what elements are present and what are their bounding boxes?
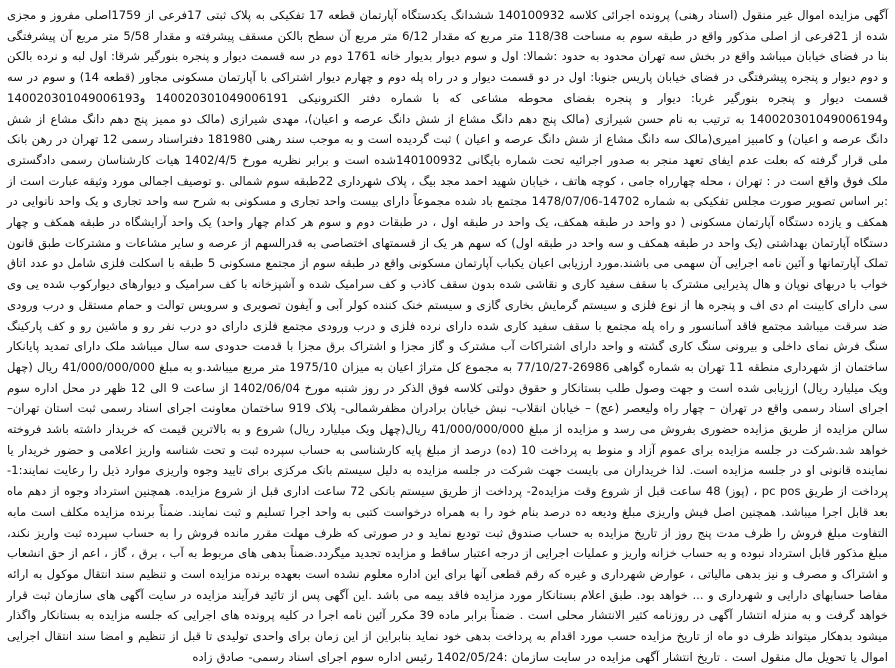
auction-notice-text: آگهی مزایده اموال غیر منقول (اسناد رهنی) پرونده اجرائی کلاسه 140100932 ششدانگ یکدستگاه آپارتمان قطعه 17 تفکیکی به پلاک ثبتی 17فرعی از 1759اصلی مفروز و مجزی شده از 21فرعی از اصلی مذکور واقع در طبقه سوم به مساحت 118/38 متر مربع که مقدار 6/12 متر مربع آن سطح بالکن مسقف پیشرفته و مقدار 5/58 متر مربع آن پیشرفتگی بنا در فضای خیابان میباشد واقع در بخش سه تهران محدود به حدود :شمالا: اول و سوم دیوار بدیوار خانه 1761 دوم در سه قسمت دیوار و پنجره بنورگیر شرقا: اول لبه و نرده بالکن و دوم دیوار و پنجره پیشرفتگی در فضای خیابان پاریس جنوبا: اول در دو قسمت دیوار و در راه پله دوم و چهارم دیوار اشتراکی با آپارتمان مسکونی مجاور (قطعه 14) و سوم در سه قسمت دیوار و پنجره بنورگیر غربا: دیوار و پنجره بفضای محوطه مشاعی که با شماره دفتر الکترونیکی 140020301049006191 و140020301049006193 و140020301049006194 به ترتیب به نام حسن شیرازی (مالک پنج دهم دانگ مشاع از شش دانگ عرصه و اعیان)، مهدی شیرازی (مالک دو ممیز پنج دهم دانگ مشاع از شش دانگ عرصه و اعیان) و کامبیز امیری(مالک سه دانگ مشاع از شش دانگ عرصه و اعیان ) ثبت گردیده است و به موجب سند رهنی 181980 دفتراسناد رسمی 12 تهران در رهن بانک ملی قرار گرفته که بعلت عدم ایفای تعهد منجر به صدور اجرائیه تحت شماره بایگانی 140100932شده است و برابر نظریه مورخ 1402/4/5 هیات کارشناسان رسمی دادگستری ملک فوق واقع است در : تهران ، محله چهارراه جامی ، کوچه هاتف ، خیابان شهید احمد مجد بیگ ، پلاک شهرداری 22طبقه سوم شمالی .و توصیف اجمالی مورد وثیقه عبارت است از :بر اساس تصویر صورت مجلس تفکیکی به شماره 14702-1478/07/06 مجتمع باد شده مجموعاً دارای بیست واحد تجاری و مسکونی به شرح سه واحد تجاری و یک واحد نانوایی در همکف و یازده دستگاه آپارتمان مسکونی ( دو واحد در طبقه همکف، یک واحد در طبقه اول ، در طبقات دوم و سوم هر کدام چهار واحد) یک واحد آرایشگاه در طبقه همکف و چهار دستگاه آپارتمان بهداشتی (یک واحد در طبقه همکف و سه واحد در طبقه اول) که سهم هر یک از قسمتهای اختصاصی به قدرالسهم از عرصه و سایر مشاعات و مشترکات طبق قانون تملک آپارتمانها و آئین نامه اجرایی آن سهمی می باشند.مورد ارزیابی اعیان یکباب آپارتمان مسکونی واقع در طبقه سوم از مجتمع مسکونی 5 طبقه با اسکلت فلزی شامل دو عدد اتاق خواب با دربهای نوپان و هال پذیرایی مشترک با سقف سفید کاری و نقاشی شده بدون سقف کاذب و کف سرامیک شده و آشپزخانه با کف سرامیک و دیوارهای دیوارکوب شده یی وی سی دارای کابینت ام دی اف و پنجره ها از نوع فلزی و سیستم گرمایش بخاری گازی و سیستم خنک کننده کولر آبی و آیفون تصویری و سرویس توالت و حمام مستقل و درب ورودی ضد سرقت میباشد مجتمع فاقد آسانسور و راه پله مجتمع با سقف سفید کاری شده دارای نرده فلزی و درب ورودی مجتمع فلزی دارای دو درب نفر رو و ماشین رو و کف پارکینگ سنگ فرش نمای داخلی و بیرونی سنگ کاری گشته و واحد دارای اشتراکات آب مشترک و گاز مجزا و اشتراک برق مجزا با قدمت حدودی سه سال میباشد ملک دارای تمدید پایانکار ساختمان از شهرداری منطقه 11 تهران به شماره گواهی 26986-77/10/27 به مجموع کل متراژ اعیان به میزان 1975/10 متر مربع میباشد.و به مبلغ 41/000/000/000 ریال (چهل ویک میلیارد ریال) ارزیابی شده است و جهت وصول طلب بستانکار و حقوق دولتی کلاسه فوق الذکر در روز شنبه مورخ 1402/06/04 از ساعت 9 الی 12 ظهر در محل اداره سوم اجرای اسناد رسمی واقع در تهران – چهار راه ولیعصر (عج) – خیابان انقلاب- نبش خیابان برادران مظفرشمالی- پلاک 919 ساختمان معاونت اجرای اسناد رسمی ثبت استان تهران– سالن مزایده از طریق مزایده حضوری بفروش می رسد و مزایده از مبلغ 41/000/000/000 ریال(چهل ویک میلیارد ریال) شروع و به بالاترین قیمت که خریدار داشته باشد فروخته خواهد شد.شرکت در جلسه مزایده برای عموم آزاد و منوط به پرداخت 10 (ده) درصد از مبلغ پایه کارشناسی به حساب سپرده ثبت و تحت شناسه واریز اعلامی و حضور خریدار یا نماینده قانونی او در جلسه مزایده است. لذا خریداران می بایست جهت شرکت در جلسه مزایده به دلیل سیستم بانک مرکزی برای تایید وجوه واریزی موارد ذیل را رعایت نمایند:1-پرداخت از طریق pc pos ، (پوز) 48 ساعت قبل از شروع وقت مزایده2- پرداخت از طریق سیستم بانکی 72 ساعت اداری قبل از شروع مزایده. همچنین استرداد وجوه از دهم ماه بعد قابل اجرا میباشد. همچنین اصل فیش واریزی مبلغ ودیعه ده درصد بنام خود را به همراه درخواست کتبی به واحد اجرا تسلیم و ثبت نمایند. ضمناً برنده مزایده مکلف است مابه التفاوت مبلغ فروش را ظرف مدت پنج روز از تاریخ مزایده به حساب صندوق ثبت تودیع نماید و در صورتی که ظرف مهلت مقرر مانده فروش را به حساب سپرده ثبت واریز نکند، مبلغ مذکور قابل استرداد نبوده و به حساب خزانه واریز و عملیات اجرایی از درجه اعتبار ساقط و مزایده تجدید میگردد.ضمناً بدهی های مربوط به آب ، برق ، گاز ، اعم از حق انشعاب و اشتراک و مصرف و نیز بدهی مالیاتی ، عوارض شهرداری و غیره که رقم قطعی آنها برای این اداره معلوم نشده است بعهده برنده مزایده است و تنظیم سند انتقال موکول به ارائه مفاصا حسابهای دارایی و شهرداری و ... خواهد بود. طبق اعلام بستانکار مورد مزایده فاقد بیمه می باشد .این آگهی پس از تائید فرآیند مزایده در سایت آگهی های سازمان ثبت قرار خواهد گرفت و به منزله انتشار آگهی در روزنامه کثیر الانتشار محلی است . ضمناً برابر ماده 39 مکرر آئین نامه اجرا در کلیه پرونده های اجرایی که جلسه مزایده به بستانکار واگذار میشود بدهکار میتواند ظرف دو ماه از تاریخ مزایده حسب مورد اقدام به پرداخت بدهی خود نماید بنابراین از این زمان برای واحدی تولیدی تا قبل از تنظیم و امضا سند انتقال اجرایی اموال یا تحویل مال منقول است . تاریخ انتشار آگهی مزایده در سایت سازمان :1402/05/24 رئیس اداره سوم اجرای اسناد رسمی- صادق زاده (7, 8, 889, 664)
